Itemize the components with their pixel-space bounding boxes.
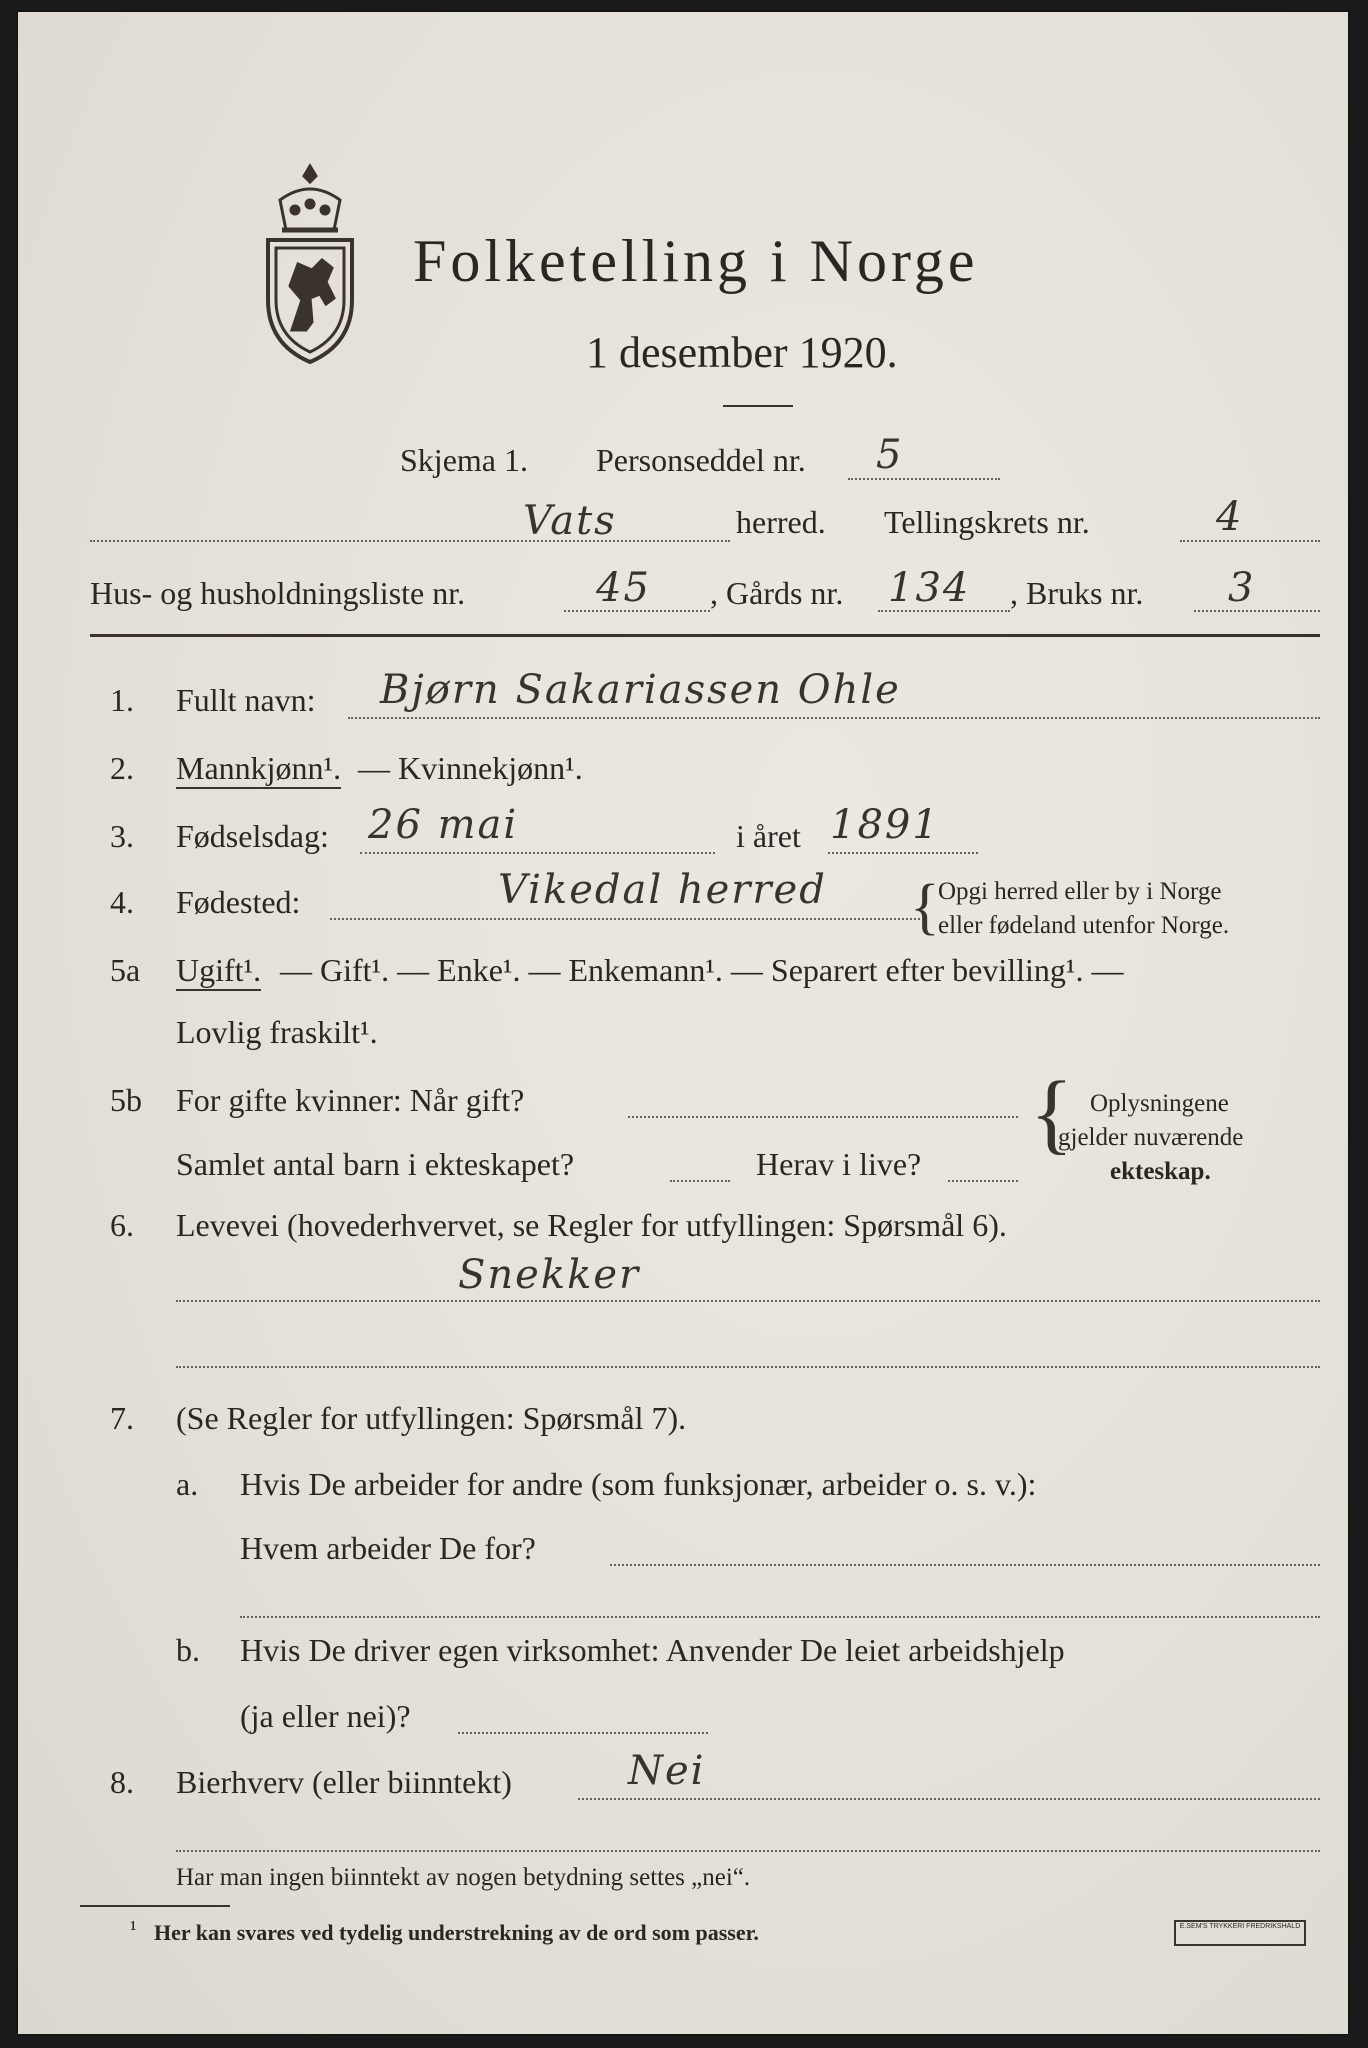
hus-label: Hus- og husholdningsliste nr.	[90, 575, 466, 611]
status-ugift-option[interactable]: Ugift¹.	[176, 952, 261, 991]
personseddel-label: Personseddel nr.	[596, 442, 806, 478]
q2-number: 2.	[110, 750, 134, 786]
herred-value[interactable]: Vats	[523, 498, 617, 544]
herred-label: herred.	[736, 504, 826, 540]
q3-number: 3.	[110, 818, 134, 854]
q5a-number: 5a	[110, 952, 141, 988]
q5b-children-label: Samlet antal barn i ekteskapet?	[176, 1146, 575, 1182]
printer-stamp: E.SEM'S TRYKKERI FREDRIKSHALD	[1174, 1920, 1306, 1946]
q7b-line2: (ja eller nei)?	[240, 1698, 411, 1734]
footnote-text: Her kan svares ved tydelig understrekning av de ord som passer.	[154, 1920, 759, 1945]
footnote-marker: ¹	[130, 1916, 137, 1941]
brace-icon: {	[910, 873, 940, 941]
status-fraskilt-option[interactable]: Lovlig fraskilt¹.	[176, 1014, 378, 1050]
q6-label: Levevei (hovederhvervet, se Regler for utfyllingen: Spørsmål 6).	[176, 1207, 1007, 1243]
status-other-options[interactable]: — Gift¹. — Enke¹. — Enkemann¹. — Separert efter bevilling¹. —	[280, 952, 1124, 988]
footnote-rule	[80, 1905, 230, 1907]
gards-value[interactable]: 134	[888, 565, 971, 611]
q5b-number: 5b	[110, 1082, 142, 1118]
q5b-alive-label: Herav i live?	[756, 1146, 922, 1182]
q8-number: 8.	[110, 1764, 134, 1800]
brace-icon: {	[1030, 1064, 1074, 1163]
nei-note: Har man ingen biinntekt av nogen betydning settes „nei“.	[176, 1864, 751, 1891]
q5b-note-line3: ekteskap.	[1110, 1158, 1211, 1185]
birth-year-value[interactable]: 1891	[830, 802, 940, 848]
gender-male-option[interactable]: Mannkjønn¹.	[176, 750, 341, 789]
occupation-value[interactable]: Snekker	[458, 1252, 641, 1298]
tellingskrets-label: Tellingskrets nr.	[884, 504, 1090, 540]
q7b-letter: b.	[176, 1632, 200, 1668]
q3-label: Fødselsdag:	[176, 818, 329, 854]
q7a-letter: a.	[176, 1466, 199, 1502]
q5b-note-line2: gjelder nuværende	[1058, 1124, 1244, 1151]
side-income-value[interactable]: Nei	[628, 1748, 706, 1794]
q1-number: 1.	[110, 682, 134, 718]
q7-number: 7.	[110, 1400, 134, 1436]
q8-label: Bierhverv (eller biinntekt)	[176, 1764, 512, 1800]
q1-label: Fullt navn:	[176, 682, 316, 718]
census-form	[18, 12, 1348, 2034]
q7a-line1: Hvis De arbeider for andre (som funksjonær, arbeider o. s. v.):	[240, 1466, 1037, 1502]
personseddel-value[interactable]: 5	[876, 432, 904, 478]
q4-note-line2: eller fødeland utenfor Norge.	[938, 912, 1230, 939]
q7b-line1: Hvis De driver egen virksomhet: Anvender De leiet arbeidshjelp	[240, 1632, 1065, 1668]
q6-number: 6.	[110, 1207, 134, 1243]
skjema-label: Skjema 1.	[400, 442, 528, 478]
tellingskrets-value[interactable]: 4	[1216, 494, 1244, 540]
birthday-value[interactable]: 26 mai	[368, 802, 519, 848]
form-title: Folketelling i Norge	[413, 228, 979, 294]
birthplace-value[interactable]: Vikedal herred	[498, 867, 827, 913]
q5b-note-line1: Oplysningene	[1090, 1090, 1229, 1117]
bruks-value[interactable]: 3	[1228, 565, 1256, 611]
q7a-line2: Hvem arbeider De for?	[240, 1530, 536, 1566]
q4-note-line1: Opgi herred eller by i Norge	[938, 878, 1222, 905]
q5b-line1: For gifte kvinner: Når gift?	[176, 1082, 525, 1118]
gender-female-option[interactable]: — Kvinnekjønn¹.	[358, 750, 583, 786]
form-date: 1 desember 1920.	[586, 328, 898, 377]
q4-number: 4.	[110, 884, 134, 920]
q4-label: Fødested:	[176, 884, 301, 920]
year-label: i året	[736, 818, 801, 854]
gards-label: , Gårds nr.	[710, 575, 844, 611]
header-rule	[90, 634, 1320, 637]
title-divider	[723, 405, 793, 407]
coat-of-arms-icon	[240, 160, 380, 370]
q7-label: (Se Regler for utfyllingen: Spørsmål 7).	[176, 1400, 687, 1436]
bruks-label: , Bruks nr.	[1010, 575, 1144, 611]
hus-value[interactable]: 45	[596, 565, 651, 611]
full-name-value[interactable]: Bjørn Sakariassen Ohle	[380, 667, 901, 713]
